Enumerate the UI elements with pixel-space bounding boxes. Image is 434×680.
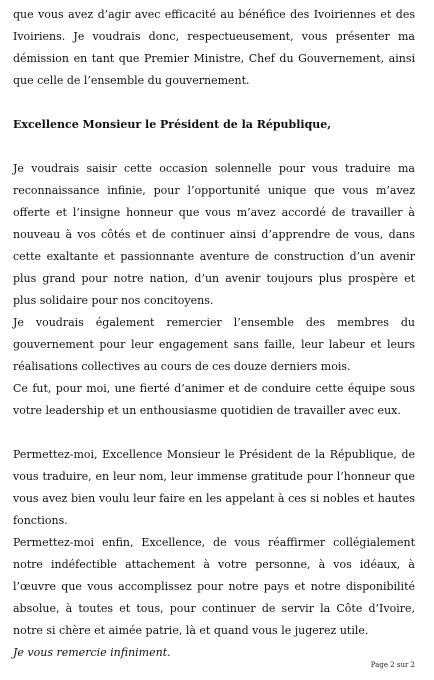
paragraph-government: Je voudrais également remercier l’ensemble des membres du gouvernement pour leur engagement sans faille, leur labeur et leurs réalisations collectives au cours de ces douze derniers mois. bbox=[13, 316, 415, 373]
page-number: Page 2 sur 2 bbox=[370, 661, 415, 669]
paragraph-spacer bbox=[13, 136, 415, 158]
paragraph-spacer bbox=[13, 92, 415, 114]
letter-page bbox=[13, 4, 415, 664]
paragraph-gratitude: Permettez-moi, Excellence Monsieur le Président de la République, de vous traduire, en leur nom, leur immense gratitude pour l’honneur que vous avez bien voulu leur faire en les appelant à ces si nobles et hautes fonctions. bbox=[13, 448, 415, 527]
closing-line: Je vous remercie infiniment. bbox=[13, 646, 171, 659]
paragraph-pride: Ce fut, pour moi, une fierté d’animer et de conduire cette équipe sous votre leadership et un enthousiasme quotidien de travailler avec eux. bbox=[13, 382, 415, 417]
paragraph-thanks: Je voudrais saisir cette occasion solennelle pour vous traduire ma reconnaissance infinie, pour l’opportunité unique que vous m’avez offerte et l’insigne honneur que vous m’avez accordé de travailler à nouveau à vos côtés et de continuer ainsi d’apprendre de vous, dans cette exaltante et passionnante aventure de construction d’un avenir plus grand pour notre nation, d’un avenir toujours plus prospère et plus solidaire pour nos concitoyens. bbox=[13, 162, 415, 307]
paragraph-spacer bbox=[13, 422, 415, 444]
salutation-heading: Excellence Monsieur le Président de la République, bbox=[13, 118, 332, 131]
paragraph-resignation: que vous avez d’agir avec efficacité au bénéfice des Ivoiriennes et des Ivoiriens. Je voudrais donc, respectueusement, vous présenter ma démission en tant que Premier Ministre, Chef du Gouvernement, ainsi que celle de l’ensemble du gouvernement. bbox=[13, 8, 415, 87]
paragraph-attachment: Permettez-moi enfin, Excellence, de vous réaffirmer collégialement notre indéfectible attachement à votre personne, à vos idéaux, à l’œuvre que vous accomplissez pour notre pays et notre disponibilité absolue, à toutes et tous, pour continuer de servir la Côte d’Ivoire, notre si chère et aimée patrie, là et quand vous le jugerez utile. bbox=[13, 536, 415, 637]
